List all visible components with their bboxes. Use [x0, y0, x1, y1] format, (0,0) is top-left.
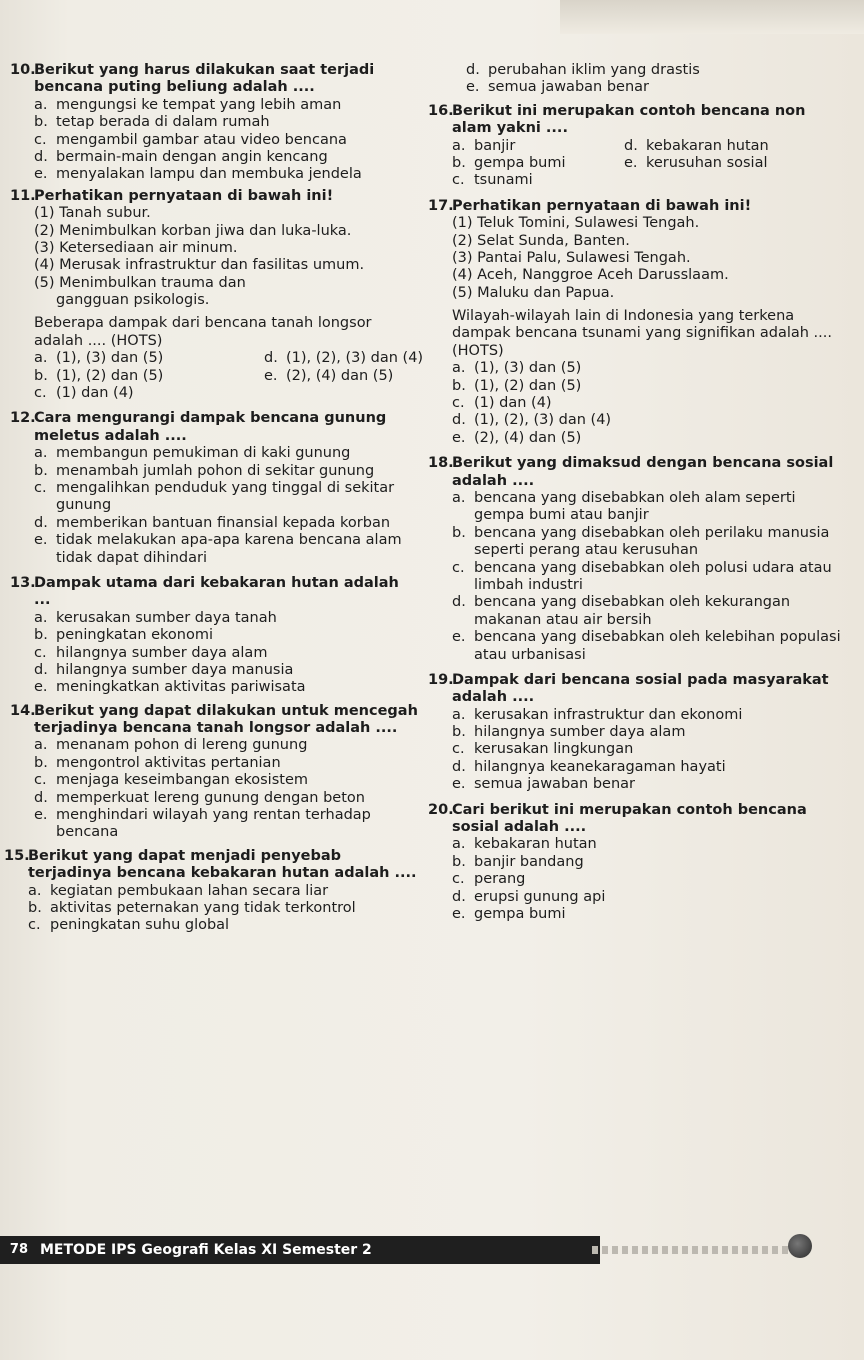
statement-item: (2) Selat Sunda, Banten. [452, 232, 630, 249]
option: d. memperkuat lereng gunung dengan beton [34, 789, 365, 806]
option: a. kerusakan sumber daya tanah [34, 609, 277, 626]
option: a. kebakaran hutan [452, 836, 597, 853]
option: c. (1) dan (4) [452, 395, 552, 412]
question-16 [428, 103, 848, 190]
left-column [4, 62, 430, 935]
question-17 [428, 198, 848, 447]
option: a. membangun pemukiman di kaki gunung [34, 445, 351, 462]
option: d. erupsi gunung api [452, 888, 606, 905]
option: b. peningkatan ekonomi [34, 627, 214, 644]
question-number: 18. [428, 455, 454, 472]
option: b. hilangnya sumber daya alam [452, 724, 686, 741]
option: e. semua jawaban benar [466, 79, 649, 96]
statement-item: (5) Maluku dan Papua. [452, 284, 615, 301]
page-number: 78 [0, 1236, 30, 1264]
footer-title: METODE IPS Geografi Kelas XI Semester 2 [30, 1236, 600, 1264]
question-number: 19. [428, 671, 454, 688]
option: c. mengambil gambar atau video bencana [34, 131, 347, 148]
option: d. hilangnya keanekaragaman hayati [452, 758, 726, 775]
option: d. memberikan bantuan finansial kepada korban [34, 514, 391, 531]
option-row: a. banjir d. kebakaran hutan [452, 137, 769, 154]
question-stem: Berikut yang dapat menjadi penyebab terjadinya bencana kebakaran hutan adalah .... [28, 847, 417, 882]
question-10-continued [428, 62, 848, 97]
statement-item: (4) Merusak infrastruktur dan fasilitas umum. [34, 257, 365, 274]
question-number: 11. [10, 187, 36, 204]
question-prompt: Beberapa dampak dari bencana tanah longsor adalah .... (HOTS) [34, 315, 372, 349]
question-19 [428, 672, 848, 794]
option: a. bencana yang disebabkan oleh alam seperti gempa bumi atau banjir [452, 489, 796, 524]
question-stem: Berikut yang dapat dilakukan untuk mencegah terjadinya bencana tanah longsor adalah .... [34, 702, 418, 737]
question-number: 16. [428, 102, 454, 119]
option: b. mengontrol aktivitas pertanian [34, 754, 281, 771]
question-stem: Berikut yang harus dilakukan saat terjadi bencana puting beliung adalah .... [34, 62, 375, 96]
statement-item: (3) Ketersediaan air minum. [34, 239, 238, 256]
question-20 [428, 802, 848, 924]
question-12 [10, 410, 430, 567]
question-stem: Dampak utama dari kebakaran hutan adalah ... [34, 574, 399, 609]
question-number: 15. [4, 847, 30, 864]
statement-item: (2) Menimbulkan korban jiwa dan luka-luka. [34, 222, 352, 239]
option: e. tidak melakukan apa-apa karena bencana alam tidak dapat dihindari [34, 532, 402, 566]
option: e. bencana yang disebabkan oleh kelebihan populasi atau urbanisasi [452, 629, 841, 663]
statement-item: (4) Aceh, Nanggroe Aceh Darusslaam. [452, 267, 729, 284]
question-13 [10, 575, 430, 697]
question-18 [428, 455, 848, 664]
option: d. perubahan iklim yang drastis [466, 62, 700, 78]
option: d. (1), (2), (3) dan (4) [452, 412, 612, 429]
option: c. hilangnya sumber daya alam [34, 644, 268, 661]
option-row: b. (1), (2) dan (5) e. (2), (4) dan (5) [34, 367, 394, 384]
statement-item: (1) Tanah subur. [34, 205, 151, 222]
option: e. (2), (4) dan (5) [452, 429, 582, 446]
option: c. bencana yang disebabkan oleh polusi udara atau limbah industri [452, 559, 832, 593]
question-stem: Berikut yang dimaksud dengan bencana sosial adalah .... [452, 455, 834, 489]
question-number: 13. [10, 574, 36, 591]
option: b. (1), (2) dan (5) [452, 377, 582, 394]
option: c. peningkatan suhu global [28, 917, 230, 934]
option: d. bencana yang disebabkan oleh kekurangan makanan atau air bersih [452, 594, 791, 628]
option: a. kegiatan pembukaan lahan secara liar [28, 882, 329, 899]
question-prompt: Wilayah-wilayah lain di Indonesia yang terkena dampak bencana tsunami yang signifikan adalah .... (HOTS) [452, 308, 832, 359]
footer-circle-decoration [788, 1234, 812, 1258]
option: a. (1), (3) dan (5) [452, 360, 582, 377]
question-stem: Perhatikan pernyataan di bawah ini! [34, 187, 334, 204]
option-row: c. (1) dan (4) [34, 385, 134, 402]
option-row: a. (1), (3) dan (5) d. (1), (2), (3) dan (4) [34, 350, 424, 367]
statement-item: (5) Menimbulkan trauma dan gangguan psikologis. [34, 274, 246, 309]
option: c. kerusakan lingkungan [452, 741, 634, 758]
question-number: 14. [10, 702, 36, 719]
question-number: 10. [10, 62, 36, 78]
statement-item: (1) Teluk Tomini, Sulawesi Tengah. [452, 215, 700, 232]
option-row: b. gempa bumi e. kerusuhan sosial [452, 154, 768, 171]
footer-dots-decoration [592, 1246, 792, 1254]
question-number: 17. [428, 197, 454, 214]
option: e. semua jawaban benar [452, 776, 635, 793]
question-10 [10, 62, 430, 184]
question-15 [4, 848, 430, 935]
option: c. menjaga keseimbangan ekosistem [34, 772, 308, 789]
option: e. meningkatkan aktivitas pariwisata [34, 679, 306, 696]
question-number: 20. [428, 801, 454, 818]
option: d. hilangnya sumber daya manusia [34, 661, 294, 678]
option: b. tetap berada di dalam rumah [34, 114, 270, 131]
option: a. menanam pohon di lereng gunung [34, 737, 308, 754]
option: c. mengalihkan penduduk yang tinggal di sekitar gunung [34, 479, 395, 514]
option: e. menghindari wilayah yang rentan terhadap bencana [34, 807, 371, 841]
option: a. kerusakan infrastruktur dan ekonomi [452, 706, 743, 723]
option: b. bencana yang disebabkan oleh perilaku manusia seperti perang atau kerusuhan [452, 524, 830, 559]
question-stem: Cari berikut ini merupakan contoh bencana sosial adalah .... [452, 801, 807, 836]
question-14 [10, 703, 430, 842]
question-stem: Perhatikan pernyataan di bawah ini! [452, 197, 752, 214]
option: c. perang [452, 871, 526, 888]
page-edge-shadow [560, 0, 864, 34]
right-column [428, 62, 848, 923]
question-number: 12. [10, 410, 36, 427]
page-footer [0, 1232, 864, 1268]
option-row: c. tsunami [452, 172, 533, 189]
question-stem: Dampak dari bencana sosial pada masyarakat adalah .... [452, 671, 829, 706]
question-11 [10, 188, 430, 403]
option: b. banjir bandang [452, 853, 584, 870]
option: e. menyalakan lampu dan membuka jendela [34, 166, 362, 183]
option: b. menambah jumlah pohon di sekitar gunung [34, 462, 375, 479]
option: b. aktivitas peternakan yang tidak terkontrol [28, 899, 356, 916]
option: d. bermain-main dengan angin kencang [34, 148, 328, 165]
question-stem: Cara mengurangi dampak bencana gunung meletus adalah .... [34, 410, 387, 444]
statement-item: (3) Pantai Palu, Sulawesi Tengah. [452, 249, 691, 266]
option: e. gempa bumi [452, 905, 566, 922]
option: a. mengungsi ke tempat yang lebih aman [34, 96, 342, 113]
question-stem: Berikut ini merupakan contoh bencana non alam yakni .... [452, 102, 806, 137]
